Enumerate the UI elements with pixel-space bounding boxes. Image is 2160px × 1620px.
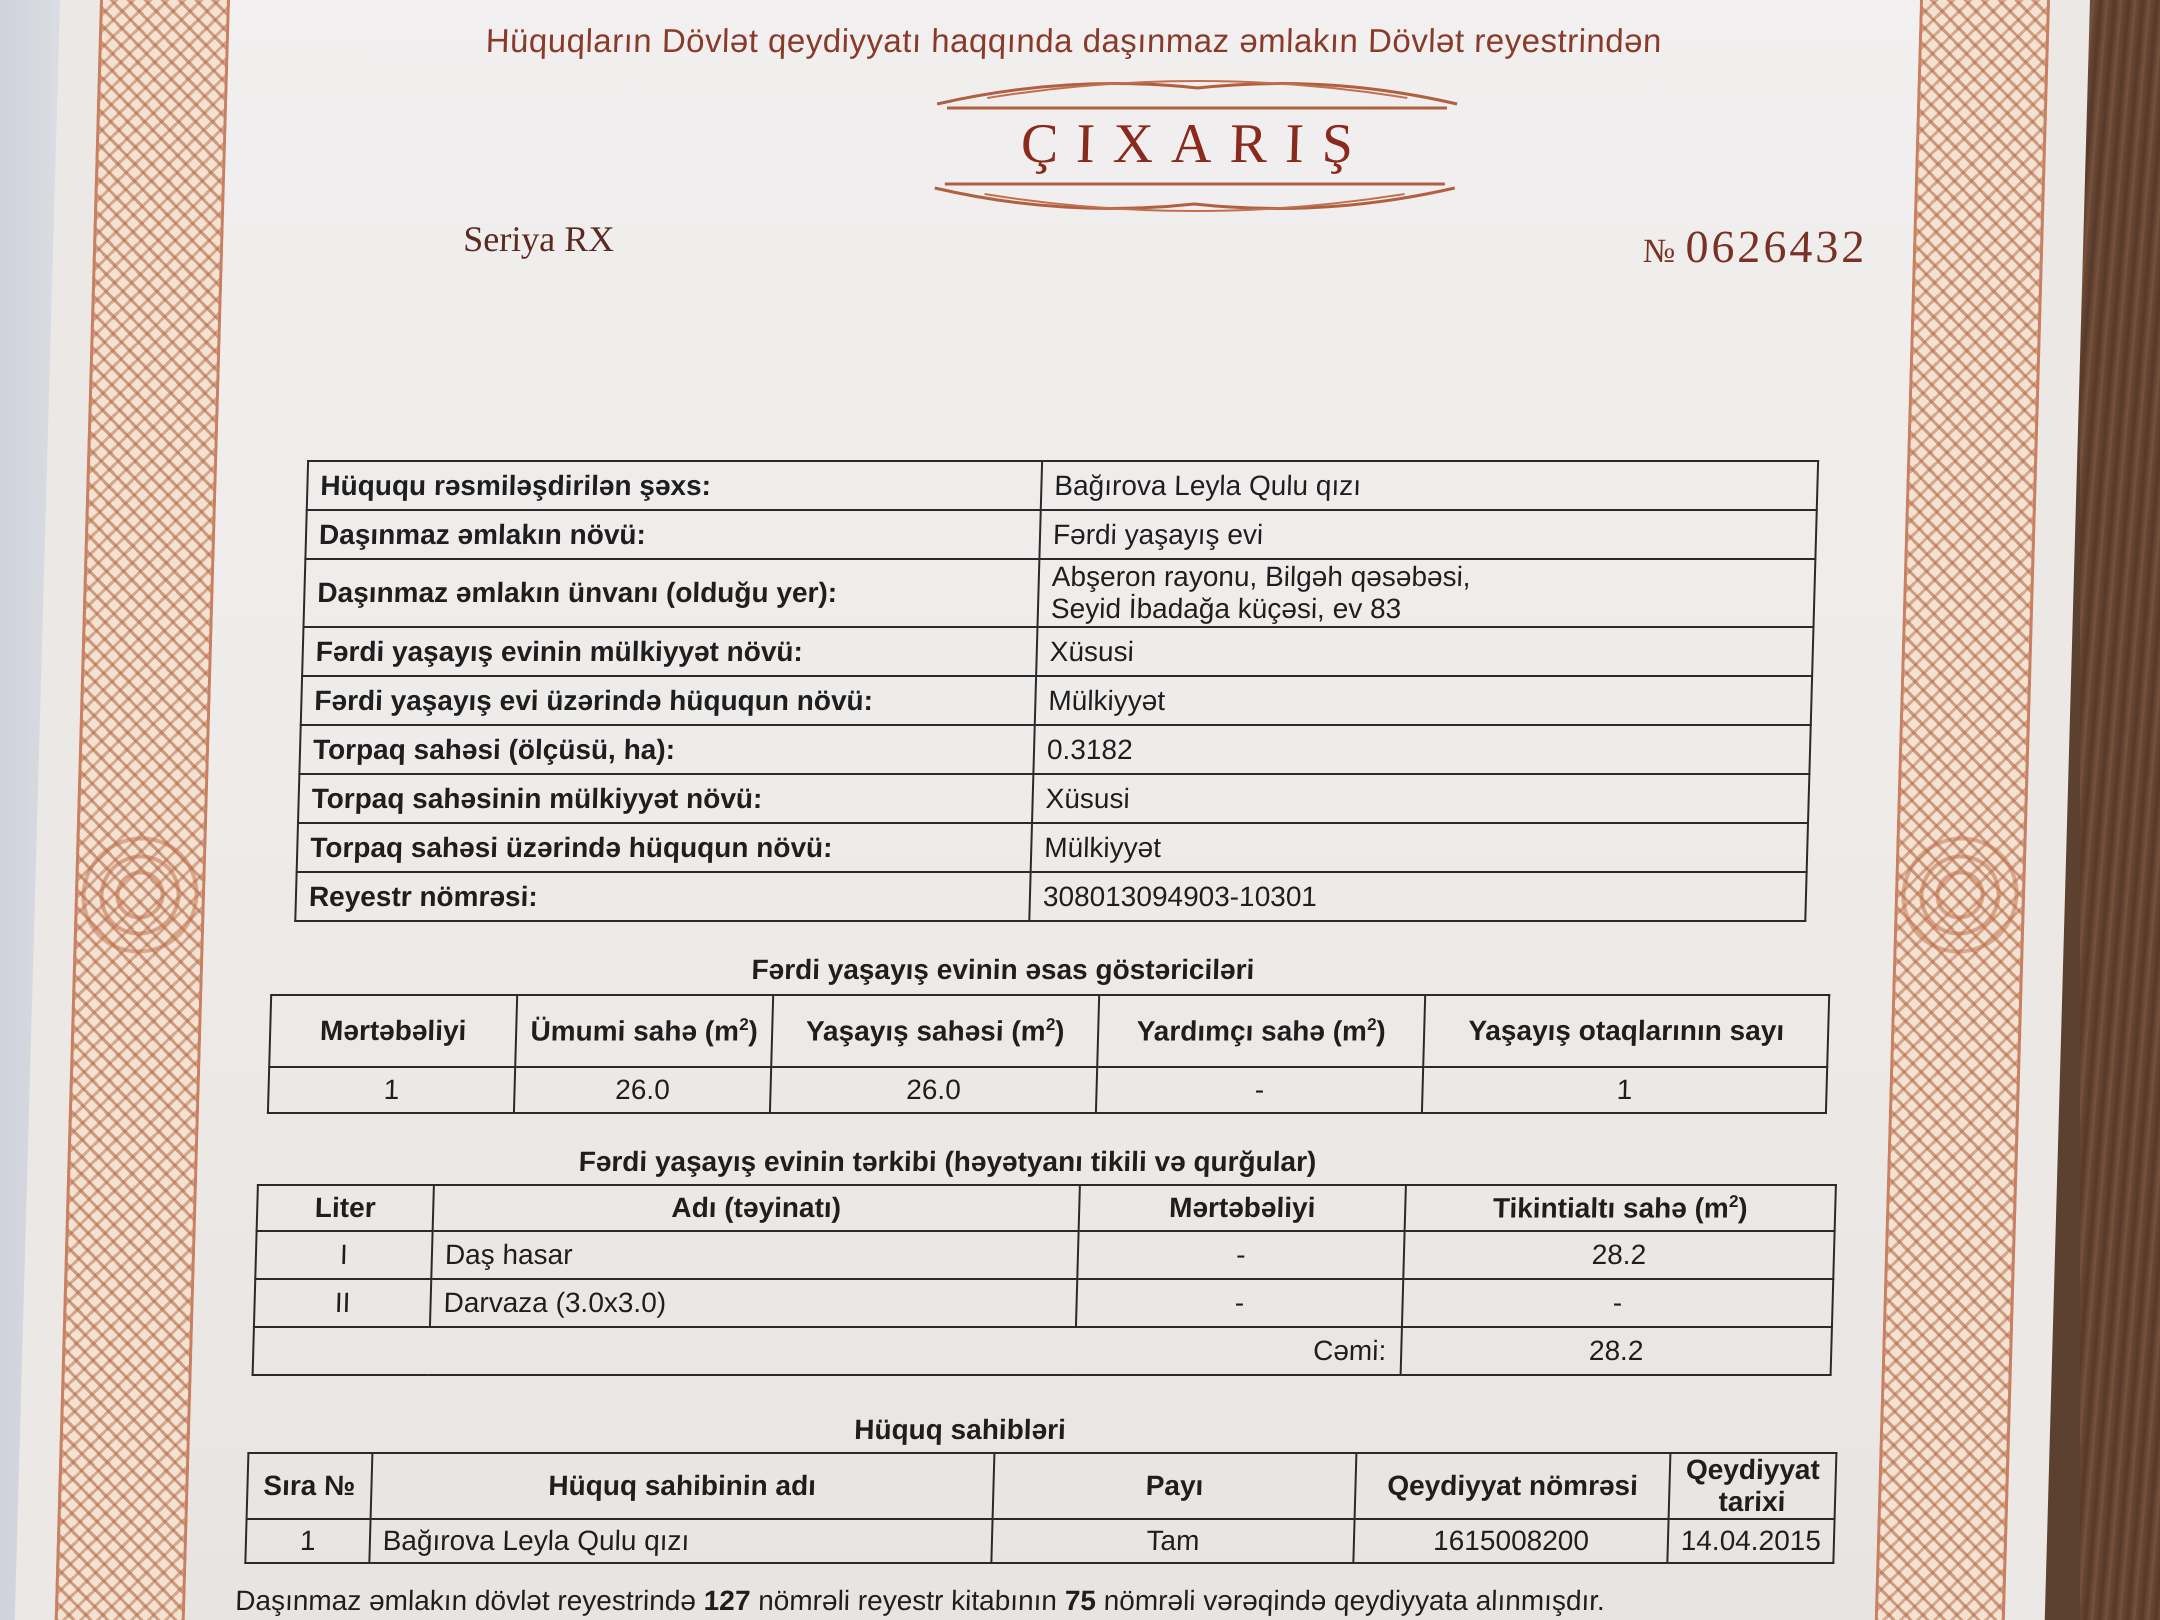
unit-superscript: 2 xyxy=(738,1014,749,1034)
info-label: Reyestr nömrəsi: xyxy=(295,872,1030,921)
table-row xyxy=(254,1279,1833,1327)
number-value: 0626432 xyxy=(1684,221,1869,272)
house-composition-table xyxy=(252,1184,1837,1376)
table-cell: - xyxy=(1402,1279,1833,1327)
table-cell: I xyxy=(255,1231,432,1279)
registration-footer xyxy=(235,1585,1605,1617)
footer-text: Daşınmaz əmlakın dövlət reyestrində xyxy=(234,1585,705,1616)
column-header: Sıra № xyxy=(247,1453,373,1519)
column-header: Adı (təyinatı) xyxy=(433,1185,1080,1231)
column-header: Liter xyxy=(257,1185,434,1231)
table-header-row xyxy=(257,1185,1836,1231)
table-cell: - xyxy=(1076,1279,1403,1327)
certificate-sheet xyxy=(15,0,2090,1620)
indicators-caption: Fərdi yaşayış evinin əsas göstəriciləri xyxy=(751,954,1255,985)
table-cell: Tam xyxy=(991,1519,1355,1563)
column-header xyxy=(771,995,1099,1067)
info-value: Mülkiyyət xyxy=(1031,823,1808,872)
total-value: 28.2 xyxy=(1401,1327,1832,1375)
document-title: ÇIXARIŞ xyxy=(1020,113,1372,175)
table-cell: 26.0 xyxy=(514,1067,771,1113)
number-sign: № xyxy=(1642,233,1676,270)
table-cell: Daş hasar xyxy=(431,1231,1078,1279)
table-row xyxy=(299,725,1810,774)
table-cell: 1 xyxy=(268,1067,515,1113)
table-row xyxy=(298,774,1809,823)
column-header-text: Ümumi sahə (m xyxy=(530,1015,740,1047)
table-row xyxy=(255,1231,1834,1279)
column-header-text: Tikintialtı sahə (m xyxy=(1492,1192,1730,1224)
table-cell: Darvaza (3.0x3.0) xyxy=(430,1279,1077,1327)
title-banner xyxy=(924,68,1468,218)
table-cell: II xyxy=(254,1279,431,1327)
info-value: Mülkiyyət xyxy=(1035,676,1812,725)
info-label: Torpaq sahəsi (ölçüsü, ha): xyxy=(299,725,1034,774)
column-header: Payı xyxy=(992,1453,1357,1519)
table-cell: 14.04.2015 xyxy=(1667,1519,1834,1563)
table-row xyxy=(302,627,1813,676)
owners-caption: Hüquq sahibləri xyxy=(853,1414,1067,1445)
property-info-table xyxy=(294,460,1819,922)
column-header: Mərtəbəliyi xyxy=(269,995,517,1067)
table-row xyxy=(245,1519,1834,1563)
house-indicators-table xyxy=(267,994,1830,1114)
unit-superscript: 2 xyxy=(1045,1014,1056,1034)
info-label: Daşınmaz əmlakın növü: xyxy=(305,510,1040,559)
info-value: Fərdi yaşayış evi xyxy=(1039,510,1816,559)
column-header xyxy=(515,995,773,1067)
unit-close: ) xyxy=(1376,1015,1387,1047)
table-header-row xyxy=(269,995,1829,1067)
table-row xyxy=(268,1067,1827,1113)
table-row xyxy=(297,823,1808,872)
total-label: Cəmi: xyxy=(253,1327,1402,1375)
table-row xyxy=(301,676,1812,725)
certificate-body xyxy=(185,0,1920,1620)
table-cell: Bağırova Leyla Qulu qızı xyxy=(369,1519,992,1563)
table-row xyxy=(295,872,1806,921)
column-header: Yaşayış otaqlarının sayı xyxy=(1423,995,1829,1067)
info-value: Xüsusi xyxy=(1036,627,1813,676)
document-number xyxy=(1642,220,1868,273)
table-cell: 1 xyxy=(1422,1067,1827,1113)
info-label: Hüququ rəsmiləşdirilən şəxs: xyxy=(307,461,1042,510)
table-cell: 26.0 xyxy=(770,1067,1097,1113)
table-cell: - xyxy=(1077,1231,1404,1279)
table-cell: 28.2 xyxy=(1403,1231,1834,1279)
header-line: Hüquqların Dövlət qeydiyyatı haqqında daşınmaz əmlakın Dövlət reyestrindən xyxy=(485,22,1663,59)
info-label: Torpaq sahəsinin mülkiyyət növü: xyxy=(298,774,1033,823)
unit-close: ) xyxy=(1054,1015,1065,1047)
column-header: Hüquq sahibinin adı xyxy=(370,1453,994,1519)
info-label: Fərdi yaşayış evi üzərində hüququn növü: xyxy=(301,676,1036,725)
info-value: 0.3182 xyxy=(1033,725,1810,774)
background-wood xyxy=(2080,0,2160,1620)
composition-caption: Fərdi yaşayış evinin tərkibi (həyətyanı tikili və qurğular) xyxy=(578,1146,1317,1177)
column-header: Mərtəbəliyi xyxy=(1079,1185,1406,1231)
table-row xyxy=(303,559,1815,627)
unit-close: ) xyxy=(1737,1192,1749,1224)
column-header: Qeydiyyat tarixi xyxy=(1668,1453,1836,1519)
table-cell: - xyxy=(1096,1067,1423,1113)
owners-table xyxy=(244,1452,1837,1564)
info-label: Daşınmaz əmlakın ünvanı (olduğu yer): xyxy=(303,559,1039,627)
page-number: 75 xyxy=(1064,1585,1097,1616)
table-row xyxy=(307,461,1818,510)
book-number: 127 xyxy=(703,1585,751,1616)
column-header: Qeydiyyat nömrəsi xyxy=(1355,1453,1670,1519)
table-row xyxy=(305,510,1816,559)
series-label: Seriya RX xyxy=(462,219,615,259)
footer-text: nömrəli vərəqində qeydiyyata alınmışdır. xyxy=(1095,1585,1606,1616)
total-row xyxy=(253,1327,1832,1375)
column-header xyxy=(1097,995,1425,1067)
address-line-2: Seyid İbadağa küçəsi, ev 83 xyxy=(1050,593,1402,624)
column-header-text: Yaşayış sahəsi (m xyxy=(805,1015,1047,1047)
info-value: 308013094903-10301 xyxy=(1029,872,1806,921)
info-value: Bağırova Leyla Qulu qızı xyxy=(1041,461,1818,510)
column-header-text: Yardımçı sahə (m xyxy=(1136,1015,1368,1047)
info-label: Fərdi yaşayış evinin mülkiyyət növü: xyxy=(302,627,1037,676)
unit-close: ) xyxy=(748,1015,759,1047)
address-line-1: Abşeron rayonu, Bilgəh qəsəbəsi, xyxy=(1051,561,1472,592)
unit-superscript: 2 xyxy=(1366,1014,1377,1034)
table-header-row xyxy=(247,1453,1837,1519)
table-cell: 1615008200 xyxy=(1354,1519,1669,1563)
unit-superscript: 2 xyxy=(1728,1191,1739,1211)
info-label: Torpaq sahəsi üzərində hüququn növü: xyxy=(297,823,1032,872)
info-value: Xüsusi xyxy=(1032,774,1809,823)
address-value xyxy=(1037,559,1815,627)
table-cell: 1 xyxy=(245,1519,370,1563)
footer-text: nömrəli reyestr kitabının xyxy=(750,1585,1066,1616)
column-header xyxy=(1405,1185,1836,1231)
